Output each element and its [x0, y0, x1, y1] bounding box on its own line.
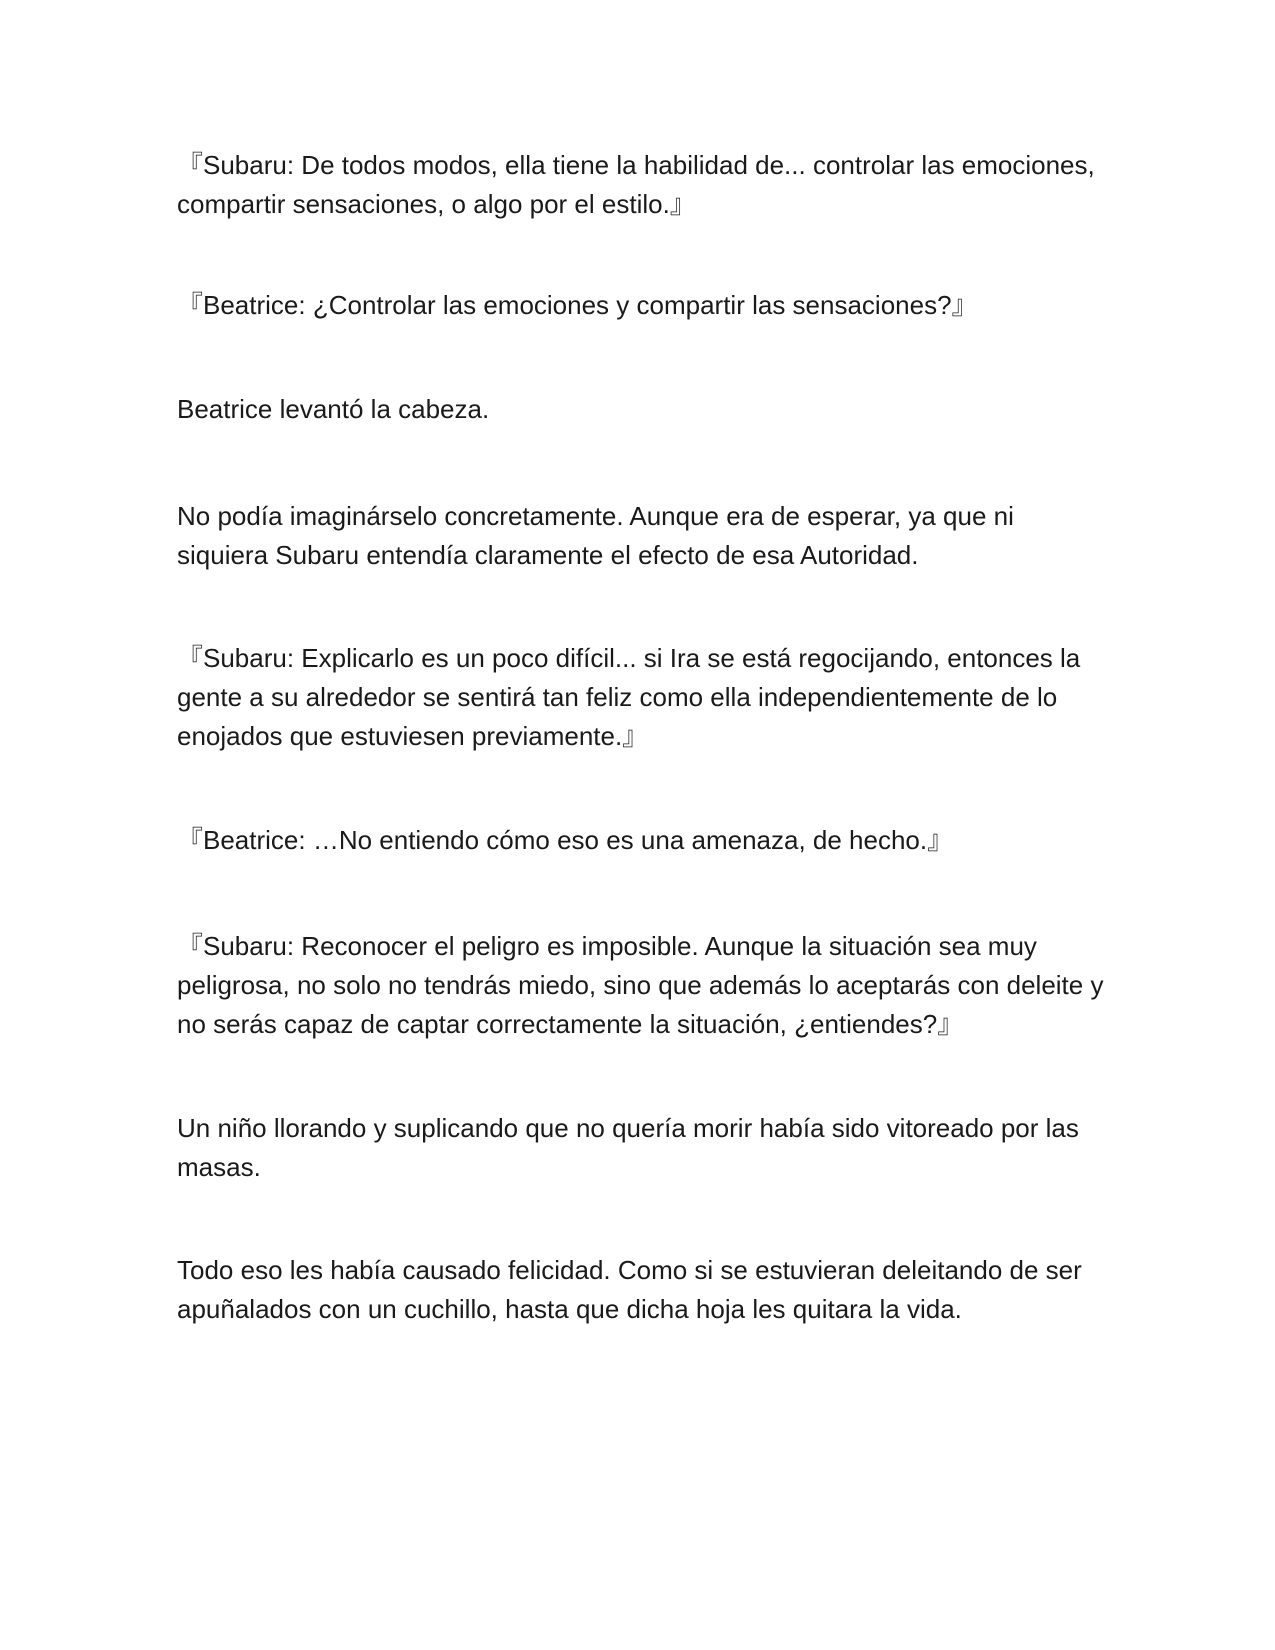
paragraph-subaru-dialogue-2: 『Subaru: Explicarlo es un poco difícil... si Ira se está regocijando, entonces la gente a su alrededor se sentirá tan feliz como ella independientemente de lo enojados que estuviesen previamente.』: [177, 643, 1081, 751]
paragraph-narration-2: No podía imaginárselo concretamente. Aunque era de esperar, ya que ni siquiera Subaru entendía claramente el efecto de esa Autoridad.: [177, 501, 1014, 570]
paragraph-subaru-dialogue-3: 『Subaru: Reconocer el peligro es imposible. Aunque la situación sea muy peligrosa, no solo no tendrás miedo, sino que además lo aceptarás con deleite y no serás capaz de captar correctamente la situación, ¿entiendes?』: [177, 931, 1104, 1039]
paragraph-narration-4: Todo eso les había causado felicidad. Como si se estuvieran deleitando de ser apuñalados con un cuchillo, hasta que dicha hoja les quitara la vida.: [177, 1255, 1082, 1324]
paragraph-subaru-dialogue-1: 『Subaru: De todos modos, ella tiene la habilidad de... controlar las emociones, compartir sensaciones, o algo por el estilo.』: [177, 150, 1095, 219]
paragraph-beatrice-dialogue-2: 『Beatrice: …No entiendo cómo eso es una amenaza, de hecho.』: [177, 825, 954, 855]
paragraph-beatrice-dialogue-1: 『Beatrice: ¿Controlar las emociones y compartir las sensaciones?』: [177, 290, 978, 320]
paragraph-narration-3: Un niño llorando y suplicando que no quería morir había sido vitoreado por las masas.: [177, 1113, 1079, 1182]
paragraph-narration-1: Beatrice levantó la cabeza.: [177, 394, 490, 424]
